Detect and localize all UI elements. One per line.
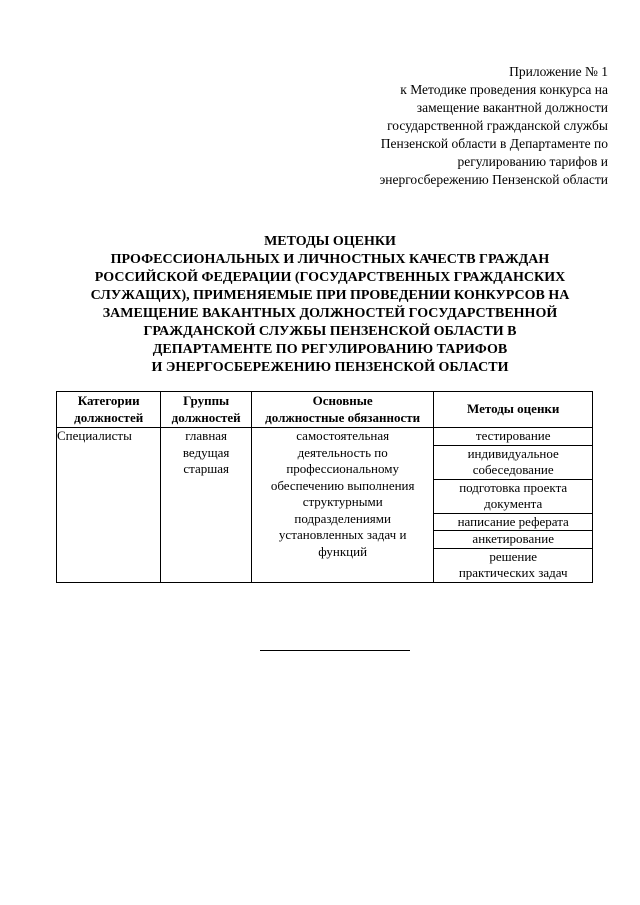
header-line: должностные обязанности — [265, 409, 421, 425]
duty-line: функций — [318, 543, 368, 559]
header-line: должностей — [171, 409, 241, 425]
title-line: ДЕПАРТАМЕНТЕ ПО РЕГУЛИРОВАНИЮ ТАРИФОВ — [152, 342, 508, 357]
header-groups — [161, 392, 252, 428]
table-header-row — [57, 392, 593, 428]
header-line: Категории — [77, 393, 140, 408]
appendix-block — [308, 63, 608, 189]
methods-table — [56, 391, 593, 583]
cell-groups — [161, 428, 252, 583]
appendix-line: замещение вакантной должности — [416, 100, 608, 115]
duty-line: обеспечению выполнения — [270, 477, 415, 493]
method-item — [434, 480, 592, 514]
method-line: индивидуальное — [467, 445, 559, 461]
footer-divider — [260, 650, 410, 651]
method-item — [434, 549, 592, 582]
group-item: главная — [185, 428, 228, 443]
table-row — [57, 428, 593, 583]
cell-category: Специалисты — [57, 428, 161, 583]
header-line: Группы — [183, 393, 230, 408]
appendix-line: Пензенской области в Департаменте по — [380, 136, 608, 151]
duty-line: самостоятельная — [296, 428, 390, 443]
header-line: Основные — [312, 393, 373, 408]
method-line: собеседование — [472, 462, 554, 477]
method-line: практических задач — [458, 565, 568, 580]
method-line: анкетирование — [472, 531, 554, 546]
title-line: СЛУЖАЩИХ), ПРИМЕНЯЕМЫЕ ПРИ ПРОВЕДЕНИИ КОНКУРСОВ НА — [90, 288, 570, 303]
title-line: ПРОФЕССИОНАЛЬНЫХ И ЛИЧНОСТНЫХ КАЧЕСТВ ГРАЖДАН — [110, 252, 550, 267]
method-item — [434, 531, 592, 549]
method-line: документа — [484, 496, 543, 511]
title-line: РОССИЙСКОЙ ФЕДЕРАЦИИ (ГОСУДАРСТВЕННЫХ ГРАЖДАНСКИХ — [94, 270, 566, 285]
appendix-line: государственной гражданской службы — [387, 118, 608, 133]
duty-line: деятельность по — [297, 444, 388, 460]
cell-methods — [434, 428, 593, 583]
appendix-line: к Методике проведения конкурса на — [400, 82, 608, 97]
method-item — [434, 514, 592, 532]
group-item: старшая — [183, 461, 229, 476]
duty-line: установленных задач и — [278, 527, 407, 542]
header-line: должностей — [74, 409, 144, 425]
method-line: решение — [489, 548, 538, 564]
method-line: написание реферата — [457, 513, 569, 529]
appendix-line: регулированию тарифов и — [457, 154, 608, 169]
title-line: МЕТОДЫ ОЦЕНКИ — [264, 234, 396, 249]
duty-line: профессиональному — [286, 461, 399, 476]
header-methods — [434, 392, 593, 428]
appendix-line: энергосбережению Пензенской области — [379, 172, 608, 187]
header-line: Методы оценки — [467, 401, 560, 417]
duty-line: подразделениями — [294, 510, 391, 526]
duty-line: структурными — [302, 494, 383, 509]
title-line: ЗАМЕЩЕНИЕ ВАКАНТНЫХ ДОЛЖНОСТЕЙ ГОСУДАРСТВЕННОЙ — [102, 306, 558, 321]
header-categories — [57, 392, 161, 428]
method-line: подготовка проекта — [459, 479, 568, 495]
group-item: ведущая — [182, 444, 230, 460]
method-line: тестирование — [475, 428, 551, 443]
cell-duties — [251, 428, 434, 583]
header-duties — [251, 392, 434, 428]
method-item — [434, 428, 592, 446]
title-line: И ЭНЕРГОСБЕРЕЖЕНИЮ ПЕНЗЕНСКОЙ ОБЛАСТИ — [151, 360, 509, 375]
method-item — [434, 446, 592, 480]
title-line: ГРАЖДАНСКОЙ СЛУЖБЫ ПЕНЗЕНСКОЙ ОБЛАСТИ В — [143, 324, 517, 339]
appendix-line: Приложение № 1 — [509, 64, 608, 79]
document-title — [40, 233, 620, 377]
